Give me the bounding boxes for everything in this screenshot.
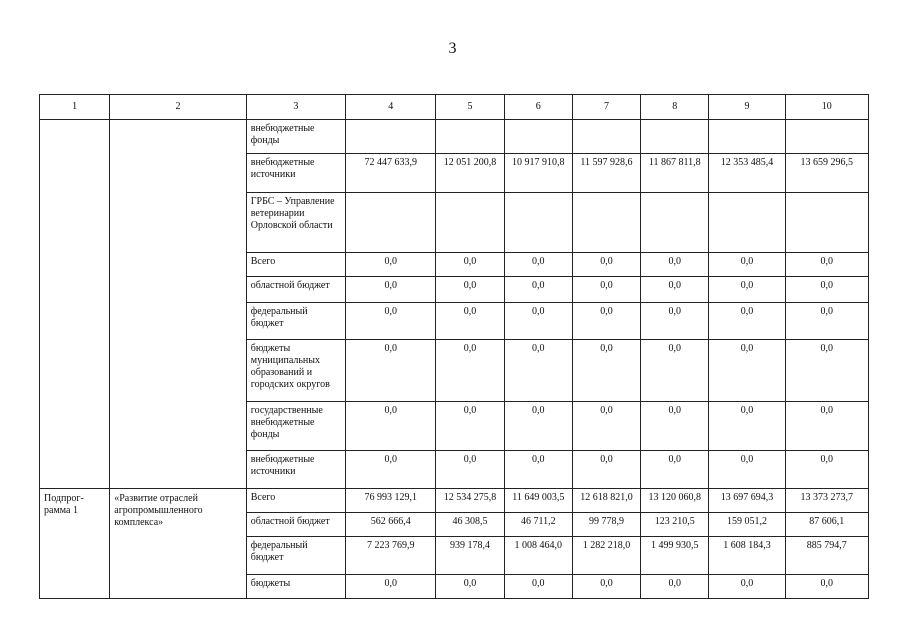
value-cell: 46 308,5 xyxy=(436,513,504,537)
value-cell: 939 178,4 xyxy=(436,537,504,575)
value-cell: 0,0 xyxy=(572,575,640,599)
value-cell: 0,0 xyxy=(504,253,572,277)
source-cell: внебюджетные источники xyxy=(246,154,345,193)
value-cell xyxy=(436,193,504,253)
value-cell: 0,0 xyxy=(641,575,709,599)
header-cell: 6 xyxy=(504,95,572,120)
value-cell: 0,0 xyxy=(641,340,709,402)
value-cell: 159 051,2 xyxy=(709,513,785,537)
source-cell: бюджеты муниципальных образований и городских округов xyxy=(246,340,345,402)
value-cell: 0,0 xyxy=(785,340,868,402)
value-cell xyxy=(436,120,504,154)
source-cell: федеральный бюджет xyxy=(246,303,345,340)
page-number: 3 xyxy=(448,40,457,57)
value-cell: 10 917 910,8 xyxy=(504,154,572,193)
header-row xyxy=(40,95,869,120)
source-cell: областной бюджет xyxy=(246,513,345,537)
value-cell: 0,0 xyxy=(436,303,504,340)
value-cell xyxy=(346,120,436,154)
value-cell: 0,0 xyxy=(641,303,709,340)
source-cell: государственные внебюджетные фонды xyxy=(246,402,345,451)
value-cell xyxy=(641,120,709,154)
value-cell: 0,0 xyxy=(504,575,572,599)
value-cell: 72 447 633,9 xyxy=(346,154,436,193)
source-cell: бюджеты xyxy=(246,575,345,599)
source-cell: ГРБС – Управление ветеринарии Орловской области xyxy=(246,193,345,253)
source-cell: Всего xyxy=(246,253,345,277)
header-cell: 5 xyxy=(436,95,504,120)
value-cell: 0,0 xyxy=(504,451,572,489)
header-cell: 7 xyxy=(572,95,640,120)
value-cell xyxy=(504,120,572,154)
header-cell: 8 xyxy=(641,95,709,120)
value-cell: 0,0 xyxy=(436,451,504,489)
value-cell: 13 659 296,5 xyxy=(785,154,868,193)
value-cell: 0,0 xyxy=(709,340,785,402)
value-cell: 1 282 218,0 xyxy=(572,537,640,575)
value-cell: 0,0 xyxy=(346,303,436,340)
value-cell xyxy=(709,120,785,154)
value-cell: 0,0 xyxy=(436,575,504,599)
value-cell: 46 711,2 xyxy=(504,513,572,537)
value-cell: 0,0 xyxy=(641,253,709,277)
code-cell xyxy=(40,120,110,489)
value-cell: 7 223 769,9 xyxy=(346,537,436,575)
value-cell: 1 608 184,3 xyxy=(709,537,785,575)
header-cell: 4 xyxy=(346,95,436,120)
value-cell: 13 120 060,8 xyxy=(641,489,709,513)
value-cell: 0,0 xyxy=(346,402,436,451)
value-cell: 11 649 003,5 xyxy=(504,489,572,513)
value-cell: 0,0 xyxy=(785,575,868,599)
value-cell: 0,0 xyxy=(346,451,436,489)
value-cell: 0,0 xyxy=(346,575,436,599)
value-cell xyxy=(346,193,436,253)
source-cell: внебюджетные источники xyxy=(246,451,345,489)
header-cell: 2 xyxy=(110,95,246,120)
header-cell: 10 xyxy=(785,95,868,120)
value-cell: 0,0 xyxy=(641,277,709,303)
value-cell: 0,0 xyxy=(709,402,785,451)
value-cell: 562 666,4 xyxy=(346,513,436,537)
header-cell: 1 xyxy=(40,95,110,120)
value-cell: 0,0 xyxy=(785,277,868,303)
value-cell: 87 606,1 xyxy=(785,513,868,537)
value-cell: 0,0 xyxy=(572,451,640,489)
value-cell: 0,0 xyxy=(346,340,436,402)
value-cell xyxy=(572,193,640,253)
name-cell: «Развитие отраслей агропромышленного комплекса» xyxy=(110,489,246,599)
value-cell: 0,0 xyxy=(436,340,504,402)
value-cell: 0,0 xyxy=(709,303,785,340)
value-cell: 1 499 930,5 xyxy=(641,537,709,575)
value-cell: 0,0 xyxy=(572,277,640,303)
value-cell: 0,0 xyxy=(572,253,640,277)
value-cell xyxy=(785,120,868,154)
value-cell xyxy=(785,193,868,253)
value-cell: 0,0 xyxy=(504,402,572,451)
value-cell: 0,0 xyxy=(504,277,572,303)
value-cell: 0,0 xyxy=(346,253,436,277)
value-cell xyxy=(504,193,572,253)
source-cell: федеральный бюджет xyxy=(246,537,345,575)
value-cell: 12 618 821,0 xyxy=(572,489,640,513)
value-cell: 0,0 xyxy=(436,277,504,303)
value-cell: 0,0 xyxy=(504,340,572,402)
value-cell: 99 778,9 xyxy=(572,513,640,537)
value-cell: 0,0 xyxy=(436,402,504,451)
value-cell: 1 008 464,0 xyxy=(504,537,572,575)
value-cell: 0,0 xyxy=(572,402,640,451)
value-cell: 12 051 200,8 xyxy=(436,154,504,193)
value-cell xyxy=(709,193,785,253)
name-cell xyxy=(110,120,246,489)
value-cell: 0,0 xyxy=(785,402,868,451)
value-cell: 12 353 485,4 xyxy=(709,154,785,193)
value-cell: 0,0 xyxy=(504,303,572,340)
value-cell xyxy=(641,193,709,253)
header-cell: 3 xyxy=(246,95,345,120)
value-cell: 11 597 928,6 xyxy=(572,154,640,193)
value-cell: 0,0 xyxy=(785,253,868,277)
value-cell: 0,0 xyxy=(709,277,785,303)
value-cell: 13 697 694,3 xyxy=(709,489,785,513)
value-cell: 0,0 xyxy=(572,303,640,340)
header-cell: 9 xyxy=(709,95,785,120)
value-cell: 0,0 xyxy=(709,253,785,277)
value-cell: 0,0 xyxy=(785,303,868,340)
value-cell: 0,0 xyxy=(709,451,785,489)
value-cell: 0,0 xyxy=(346,277,436,303)
value-cell: 123 210,5 xyxy=(641,513,709,537)
value-cell: 76 993 129,1 xyxy=(346,489,436,513)
value-cell: 0,0 xyxy=(572,340,640,402)
value-cell: 12 534 275,8 xyxy=(436,489,504,513)
value-cell xyxy=(572,120,640,154)
budget-table xyxy=(39,94,869,599)
value-cell: 0,0 xyxy=(436,253,504,277)
table-row xyxy=(40,120,869,154)
value-cell: 0,0 xyxy=(785,451,868,489)
table-row xyxy=(40,489,869,513)
code-cell: Подпрог- рамма 1 xyxy=(40,489,110,599)
value-cell: 0,0 xyxy=(641,451,709,489)
source-cell: Всего xyxy=(246,489,345,513)
value-cell: 0,0 xyxy=(709,575,785,599)
value-cell: 11 867 811,8 xyxy=(641,154,709,193)
value-cell: 13 373 273,7 xyxy=(785,489,868,513)
source-cell: областной бюджет xyxy=(246,277,345,303)
value-cell: 885 794,7 xyxy=(785,537,868,575)
value-cell: 0,0 xyxy=(641,402,709,451)
source-cell: внебюджетные фонды xyxy=(246,120,345,154)
